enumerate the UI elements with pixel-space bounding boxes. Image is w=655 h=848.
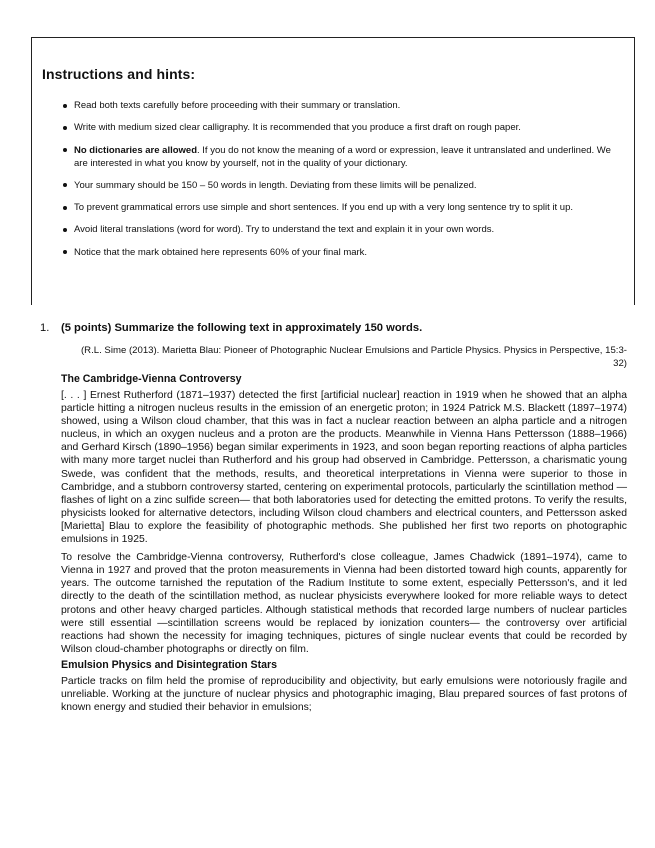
body-paragraph: Particle tracks on film held the promise of reproducibility and objectivity, but early emulsions were notoriously fragile and unreliable. Working at the juncture of nuclear physics and photographic imaging, Blau prepared sources of fast protons of known energy and studied their behavior in emulsions;: [61, 675, 627, 714]
instructions-list: [42, 99, 624, 259]
body-paragraph: [. . . ] Ernest Rutherford (1871–1937) detected the first [artificial nuclear] reaction in 1919 when he showed that an alpha particle hitting a nitrogen nucleus results in the emission of an energetic proton; in 1924 Patrick M.S. Blackett (1897–1974) showed, using a Wilson cloud chamber, that this was in fact a nuclear reaction between an alpha particle and a nitrogen nucleus, in which an oxygen nucleus and a proton are the products. Meanwhile in Vienna Hans Pettersson (1888–1966) and Gerhard Kirsch (1890–1956) began similar experiments in 1923, and soon began reporting reactions of alpha particles with many more target nuclei than Rutherford and his group had observed in Cambridge. Pettersson, a charismatic young Swede, was confident that the methods, results, and theoretical interpretations in Vienna were superior to those in Cambridge, and a stubborn controversy started, centering on experimental protocols, particularly the scintillation method —flashes of light on a zinc sulfide screen— that both laboratories used for detecting the emitted protons. To verify the results, physicists looked for alternative detectors, including Wilson cloud chambers and electrical counters, and Pettersson asked [Marietta] Blau to explore the feasibility of photographic methods. She published her first two reports on photographic emulsions in 1925.: [61, 390, 627, 546]
instructions-title: Instructions and hints:: [42, 66, 196, 82]
list-item: Avoid literal translations (word for word). Try to understand the text and explain it in your own words.: [42, 223, 624, 236]
list-item: Read both texts carefully before proceeding with their summary or translation.: [42, 99, 624, 112]
instructions-box: [31, 37, 635, 305]
question-number: 1.: [40, 322, 50, 334]
question-text: (5 points) Summarize the following text in approximately 150 words.: [61, 322, 423, 334]
body-paragraph: To resolve the Cambridge-Vienna controversy, Rutherford's close colleague, James Chadwick (1891–1974), came to Vienna in 1927 and proved that the proton measurements in Vienna had been distorted toward high counts, apparently for years. The outcome tarnished the reputation of the Radium Institute to some extent, especially Pettersson's, and it led directly to the death of the scintillation method, as nuclear physicists everywhere looked for more reliable ways to detect protons and other heavy charged particles. Although statistical methods that recorded large numbers of nuclear particles were still essential —scintillation screens would be replaced by ionization counters— the controversy over artificial reactions had shown the necessity for imaging techniques, pictures of single nuclear events that could be recorded by Wilson cloud-chamber photographs or directly on film.: [61, 552, 627, 655]
list-item: Write with medium sized clear calligraphy. It is recommended that you produce a first draft on rough paper.: [42, 121, 624, 134]
list-item: Notice that the mark obtained here represents 60% of your final mark.: [42, 246, 624, 259]
question-content: [40, 322, 627, 717]
section-heading: Emulsion Physics and Disintegration Stars: [61, 658, 278, 671]
list-item: No dictionaries are allowed. If you do not know the meaning of a word or expression, leave it untranslated and underlined. We are interested in what you know by yourself, not in the quality of your dictionary.: [42, 144, 624, 170]
citation: (R.L. Sime (2013). Marietta Blau: Pioneer of Photographic Nuclear Emulsions and Particle Physics. Physics in Perspective, 15:3-32): [80, 345, 627, 369]
list-item: To prevent grammatical errors use simple and short sentences. If you end up with a very long sentence try to split it up.: [42, 201, 624, 214]
question-heading: [40, 322, 627, 335]
section-heading: The Cambridge-Vienna Controversy: [61, 373, 242, 385]
list-item: Your summary should be 150 – 50 words in length. Deviating from these limits will be penalized.: [42, 179, 624, 192]
